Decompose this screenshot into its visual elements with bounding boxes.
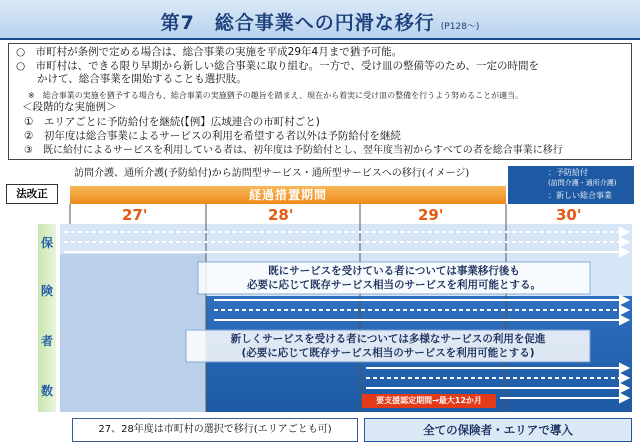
- message-2-line-1: 新しくサービスを受ける者については多様なサービスの利用を促進: [230, 333, 546, 345]
- message-1-line-1: 既にサービスを受けている者については事業移行後も: [268, 265, 520, 277]
- examples-heading: ＜段階的な実施例＞: [22, 101, 117, 113]
- example-3: ③ 既に給付によるサービスを利用している者は、初年度は予防給付とし、翌年度当初からすべての者を総合事業に移行: [24, 145, 563, 156]
- year-27: 27': [122, 206, 148, 224]
- bullet-1: ○ 市町村が条例で定める場合は、総合事業の実施を平成29年4月まで猶予可能。: [16, 46, 403, 58]
- phase-note-right: 全ての保険者・エリアで導入: [364, 418, 632, 442]
- bullet-2-cont: かけて、総合事業を開始することも選択肢。: [16, 73, 247, 85]
- bullet-2: ○ 市町村は、できる限り早期から新しい総合事業に取り組む。一方で、受け皿の整備等のため、一定の時間を: [16, 60, 540, 72]
- example-1: ① エリアごとに予防給付を継続(【例】広域連合の市町村ごと): [24, 116, 320, 128]
- message-1: [198, 264, 590, 292]
- diagram-heading: 訪問介護、通所介護(予防給付)から訪問型サービス・通所型サービスへの移行(イメージ): [74, 168, 470, 179]
- message-1-line-2: 必要に応じて既存サービス相当のサービスを利用可能とする。: [247, 279, 541, 291]
- axis-char-4: 数: [40, 384, 53, 398]
- year-29: 29': [418, 206, 444, 224]
- legend-benefit-sub: (訪問介護・通所介護): [548, 179, 617, 187]
- axis-char-2: 険: [40, 284, 53, 298]
- note: ※ 総合事業の実施を猶予する場合も、総合事業の実施猶予の趣旨を踏まえ、現在から着実に受け皿の整備を行うよう努めることが適当。: [28, 91, 524, 100]
- phase-note-left: 27、28年度は市町村の選択で移行(エリアごとも可): [72, 418, 358, 442]
- legend-benefit-label: ：予防給付: [548, 168, 588, 177]
- year-30: 30': [556, 206, 582, 224]
- title-text: 第7 総合事業への円滑な移行: [160, 12, 435, 34]
- certification-period-tag: 要支援認定期間→最大12か月: [362, 394, 496, 408]
- message-2-line-2: (必要に応じて既存サービス相当のサービスを利用可能とする): [241, 347, 535, 359]
- year-28: 28': [268, 206, 294, 224]
- example-2: ② 初年度は総合事業によるサービスの利用を希望する者以外は予防給付を継続: [24, 130, 401, 142]
- axis-char-1: 保: [40, 236, 53, 250]
- law-revision-label: 法改正: [6, 184, 58, 204]
- insurer-count-axis: [38, 224, 56, 412]
- axis-char-3: 者: [40, 334, 53, 348]
- title-page-ref: (P128～): [440, 22, 480, 32]
- legend-new-label: ：新しい総合事業: [548, 191, 612, 200]
- transition-period-band: 経過措置期間: [70, 186, 506, 204]
- new-project-block-27: [60, 254, 206, 412]
- message-2: [186, 332, 590, 360]
